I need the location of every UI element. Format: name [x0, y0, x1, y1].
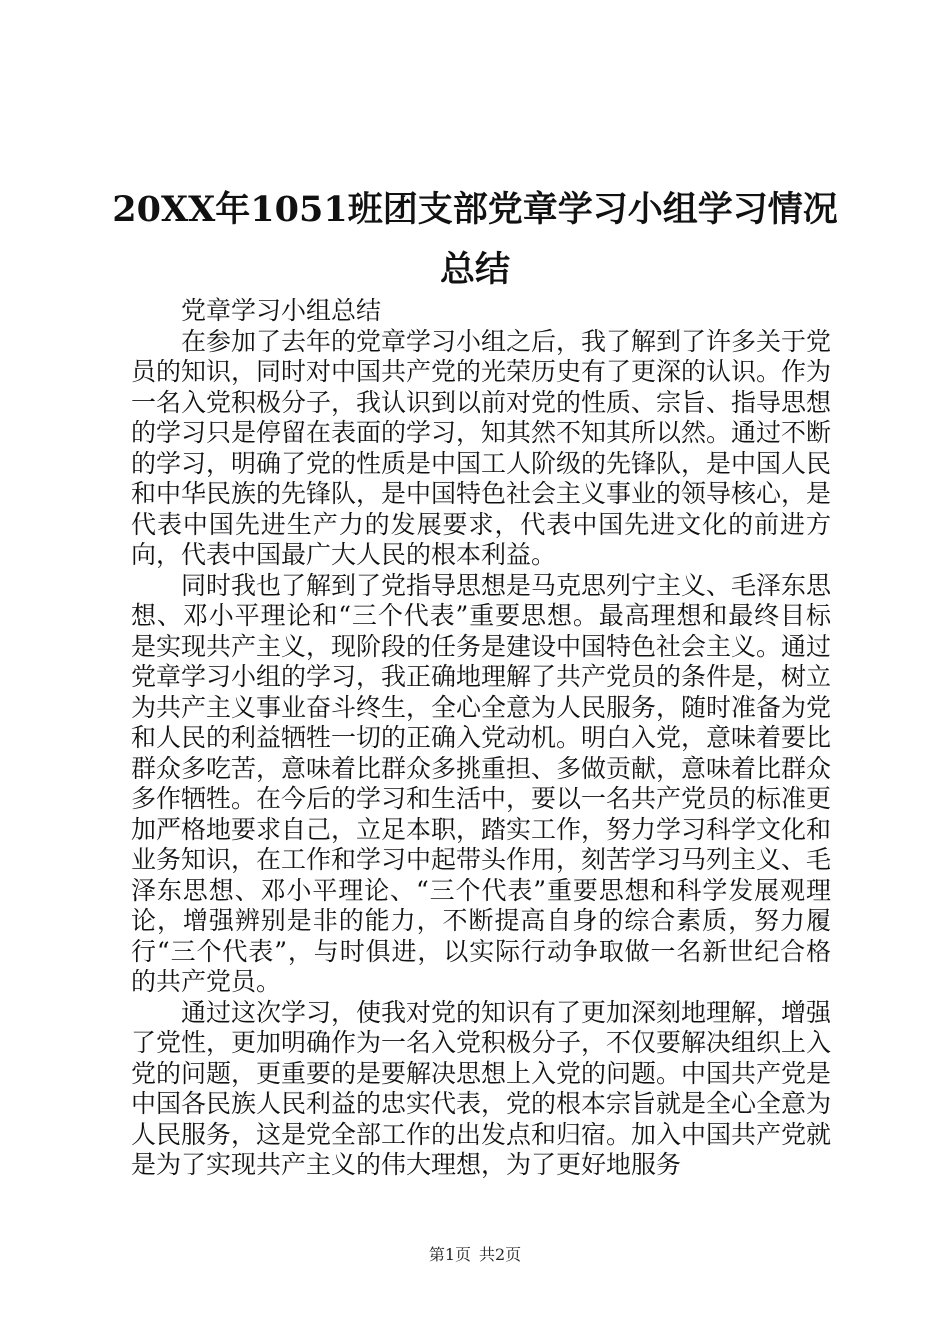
body-paragraph: 通过这次学习，使我对党的知识有了更加深刻地理解，增强了党性，更加明确作为一名入党积极分子，不仅要解决组织上入党的问题，更重要的是要解决思想上入党的问题。中国共产党是中国各民族人民利益的忠实代表，党的根本宗旨就是全心全意为人民服务，这是党全部工作的出发点和归宿。加入中国共产党就是为了实现共产主义的伟大理想，为了更好地服务 — [131, 997, 832, 1179]
page-footer — [0, 1244, 950, 1266]
body-paragraph: 在参加了去年的党章学习小组之后，我了解到了许多关于党员的知识，同时对中国共产党的光荣历史有了更深的认识。作为一名入党积极分子，我认识到以前对党的性质、宗旨、指导思想的学习只是停留在表面的学习，知其然不知其所以然。通过不断的学习，明确了党的性质是中国工人阶级的先锋队，是中国人民和中华民族的先锋队，是中国特色社会主义事业的领导核心，是代表中国先进生产力的发展要求，代表中国先进文化的前进方向，代表中国最广大人民的根本利益。 — [131, 326, 832, 569]
page-total: 共2页 — [479, 1245, 522, 1264]
body-paragraph: 同时我也了解到了党指导思想是马克思列宁主义、毛泽东思想、邓小平理论和“三个代表”重要思想。最高理想和最终目标是实现共产主义，现阶段的任务是建设中国特色社会主义。通过党章学习小组的学习，我正确地理解了共产党员的条件是，树立为共产主义事业奋斗终生，全心全意为人民服务，随时准备为党和人民的利益牺牲一切的正确入党动机。明白入党，意味着要比群众多吃苦，意味着比群众多挑重担、多做贡献，意味着比群众多作牺牲。在今后的学习和生活中，要以一名共产党员的标准更加严格地要求自己，立足本职，踏实工作，努力学习科学文化和业务知识，在工作和学习中起带头作用，刻苦学习马列主义、毛泽东思想、邓小平理论、“三个代表”重要思想和科学发展观理论，增强辨别是非的能力，不断提高自身的综合素质，努力履行“三个代表”，与时俱进，以实际行动争取做一名新世纪合格的共产党员。 — [131, 570, 832, 996]
document-title-line2: 总结 — [439, 249, 510, 290]
body-paragraph-heading: 党章学习小组总结 — [181, 296, 382, 325]
document-title-line1: 20XX年1051班团支部党章学习小组学习情况 — [112, 189, 838, 230]
document-body — [131, 296, 831, 1181]
page-number: 第1页 — [428, 1245, 471, 1264]
